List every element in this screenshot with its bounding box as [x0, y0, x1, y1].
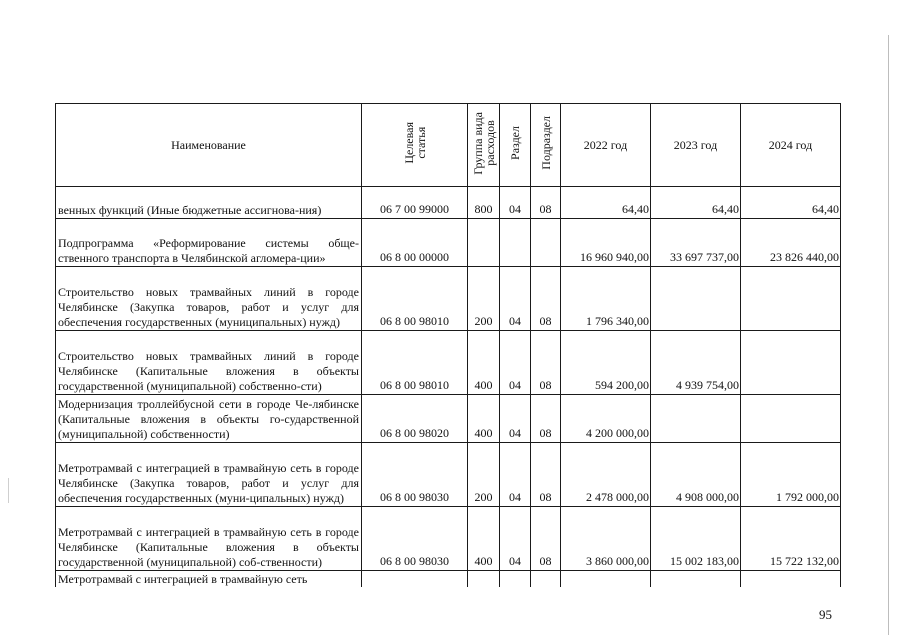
row-target: 06 8 00 00000: [362, 219, 468, 267]
row-group: 200: [468, 443, 500, 507]
row-subsection: 08: [531, 187, 561, 219]
row-name: Метротрамвай с интеграцией в трамвайную сеть в городе Челябинске (Закупка товаров, работ и услуг для обеспечения государственных (муни-ципальных) нужд): [56, 443, 362, 507]
scan-edge-line: [888, 35, 889, 635]
row-2024: [741, 331, 841, 395]
row-section: 04: [500, 331, 531, 395]
row-target: 06 8 00 98030: [362, 443, 468, 507]
header-name: Наименование: [56, 104, 362, 187]
table-row: [56, 331, 841, 395]
row-2022: 594 200,00: [561, 331, 651, 395]
header-section: [500, 104, 531, 187]
header-subsection-label: Подраздел: [538, 116, 553, 170]
row-2024: 23 826 440,00: [741, 219, 841, 267]
table-row: [56, 395, 841, 443]
scan-margin-mark: [8, 478, 9, 503]
page-number: 95: [819, 607, 832, 622]
table-row: [56, 187, 841, 219]
row-2022: 4 200 000,00: [561, 395, 651, 443]
row-subsection: 08: [531, 267, 561, 331]
header-2023: 2023 год: [651, 104, 741, 187]
row-target: 06 8 00 98010: [362, 331, 468, 395]
row-group: 200: [468, 267, 500, 331]
row-2024: [741, 571, 841, 587]
table-row: [56, 443, 841, 507]
row-2023: [651, 267, 741, 331]
row-2023: 33 697 737,00: [651, 219, 741, 267]
table-row: [56, 219, 841, 267]
row-2023: [651, 395, 741, 443]
row-name: Подпрограмма «Реформирование системы обще-ственного транспорта в Челябинской агломера-ции»: [56, 219, 362, 267]
row-2022: 2 478 000,00: [561, 443, 651, 507]
row-group: [468, 571, 500, 587]
row-2022: [561, 571, 651, 587]
header-2022: 2022 год: [561, 104, 651, 187]
header-2024: 2024 год: [741, 104, 841, 187]
budget-table: [55, 103, 841, 587]
row-section: 04: [500, 395, 531, 443]
row-name: Модернизация троллейбусной сети в городе Че-лябинске (Капитальные вложения в объекты го-сударственной (муниципальной) собственности): [56, 395, 362, 443]
table-row: [56, 507, 841, 571]
row-target: 06 8 00 98030: [362, 507, 468, 571]
row-2023: [651, 571, 741, 587]
row-2024: [741, 395, 841, 443]
row-2023: 4 908 000,00: [651, 443, 741, 507]
row-target: 06 8 00 98010: [362, 267, 468, 331]
row-name: Строительство новых трамвайных линий в городе Челябинске (Закупка товаров, работ и услуг для обеспечения государственных (муниципальных) нужд): [56, 267, 362, 331]
row-2023: 15 002 183,00: [651, 507, 741, 571]
row-target: 06 7 00 99000: [362, 187, 468, 219]
row-group: [468, 219, 500, 267]
row-section: 04: [500, 187, 531, 219]
row-2024: 15 722 132,00: [741, 507, 841, 571]
row-2023: 64,40: [651, 187, 741, 219]
row-target: [362, 571, 468, 587]
row-group: 400: [468, 395, 500, 443]
header-section-label: Раздел: [508, 126, 522, 160]
row-2024: 64,40: [741, 187, 841, 219]
row-subsection: 08: [531, 443, 561, 507]
row-2022: 3 860 000,00: [561, 507, 651, 571]
row-section: 04: [500, 267, 531, 331]
row-group: 400: [468, 507, 500, 571]
row-name: венных функций (Иные бюджетные ассигнова-ния): [56, 187, 362, 219]
row-subsection: [531, 219, 561, 267]
table-header-row: [56, 104, 841, 187]
row-name: Метротрамвай с интеграцией в трамвайную сеть в городе Челябинске (Капитальные вложения в объекты государственной (муниципальной) соб-ственности): [56, 507, 362, 571]
table-row: [56, 267, 841, 331]
row-2022: 1 796 340,00: [561, 267, 651, 331]
row-group: 400: [468, 331, 500, 395]
row-section: 04: [500, 443, 531, 507]
table-row: [56, 571, 841, 587]
row-target: 06 8 00 98020: [362, 395, 468, 443]
row-section: 04: [500, 507, 531, 571]
row-subsection: 08: [531, 331, 561, 395]
header-subsection: [531, 104, 561, 187]
header-target-label: Целевая статья: [401, 122, 428, 164]
row-section: [500, 219, 531, 267]
row-name: Метротрамвай с интеграцией в трамвайную сеть: [56, 571, 362, 587]
row-name: Строительство новых трамвайных линий в городе Челябинске (Капитальные вложения в объекты государственной (муниципальной) собственно-сти): [56, 331, 362, 395]
row-2024: [741, 267, 841, 331]
row-group: 800: [468, 187, 500, 219]
header-group-label: Группа вида расходов: [470, 111, 497, 175]
row-2024: 1 792 000,00: [741, 443, 841, 507]
row-subsection: 08: [531, 395, 561, 443]
row-2022: 16 960 940,00: [561, 219, 651, 267]
header-target: [362, 104, 468, 187]
row-2022: 64,40: [561, 187, 651, 219]
row-2023: 4 939 754,00: [651, 331, 741, 395]
row-section: [500, 571, 531, 587]
header-group: [468, 104, 500, 187]
row-subsection: [531, 571, 561, 587]
row-subsection: 08: [531, 507, 561, 571]
